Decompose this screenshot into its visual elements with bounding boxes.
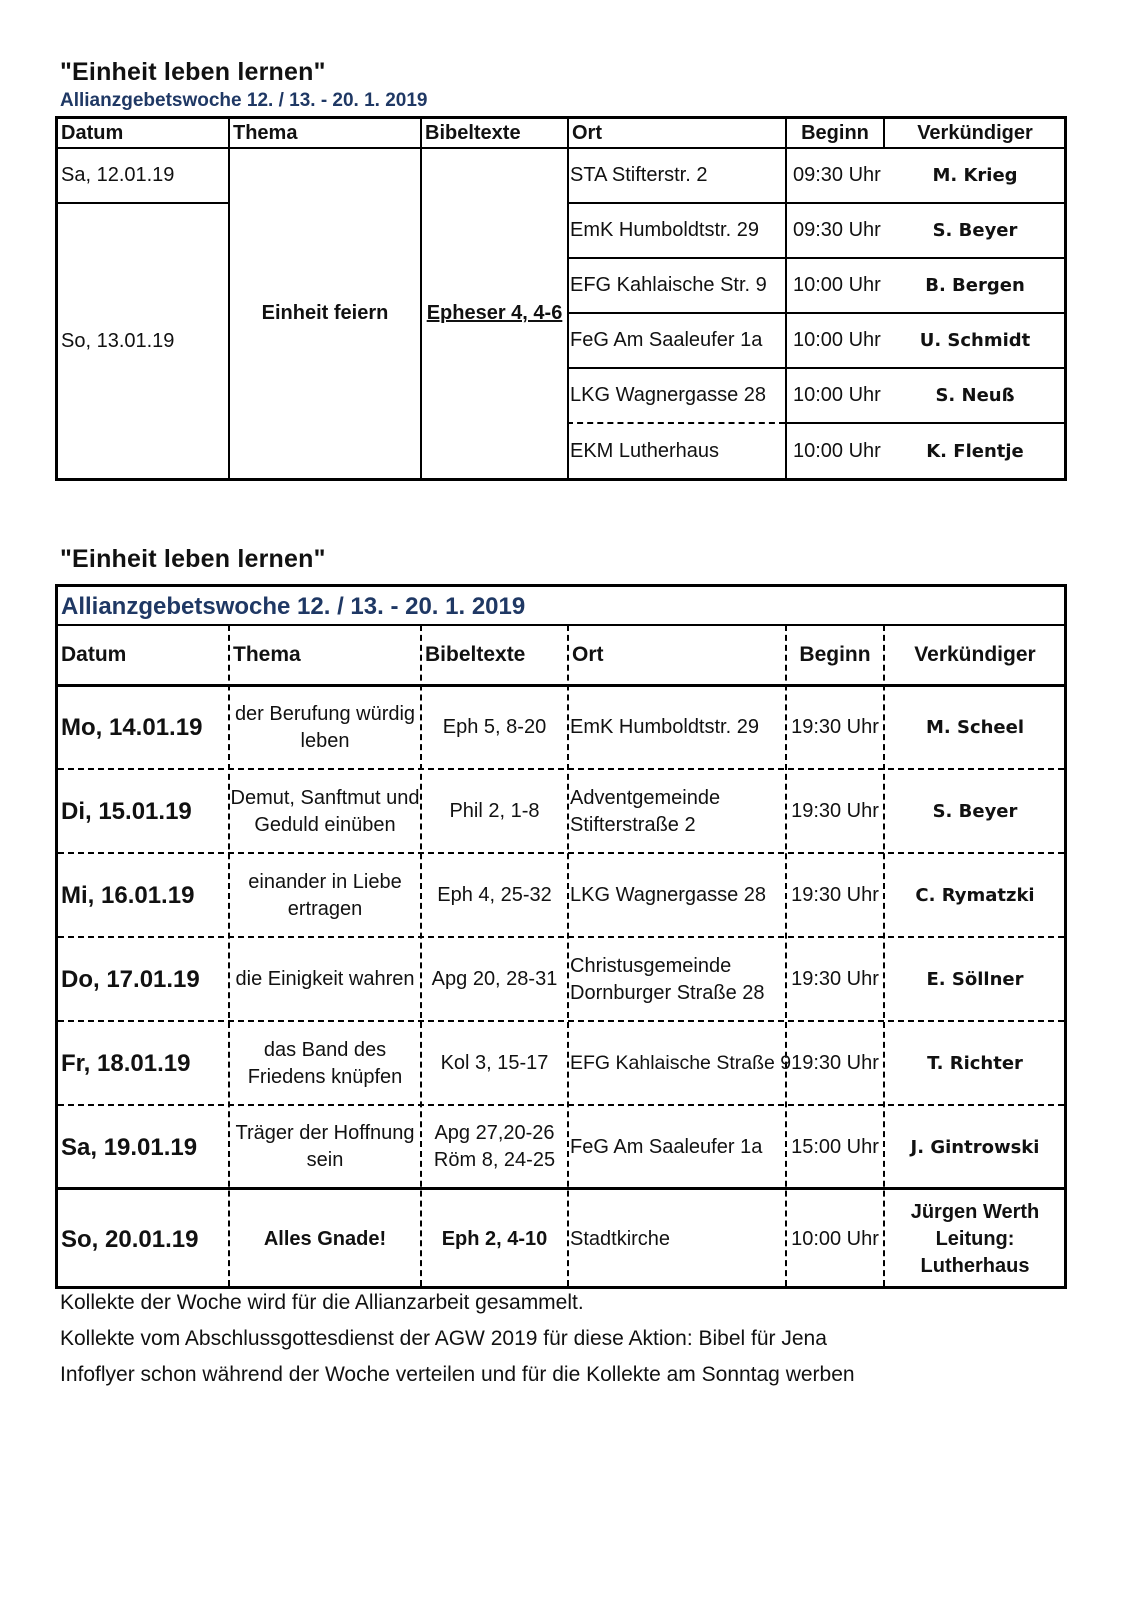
bibel-cell: Apg 27,20-26 Röm 8, 24-25 <box>433 1122 556 1171</box>
header-ort: Ort <box>572 122 602 144</box>
bibel-cell: Kol 3, 15-17 <box>440 1052 549 1074</box>
beginn-cell: 09:30 Uhr <box>793 164 881 186</box>
schedule-table-week <box>55 584 1067 1289</box>
prediger-cell: T. Richter <box>927 1053 1023 1074</box>
day-label: Mi, 16.01.19 <box>61 882 195 909</box>
note-line: Kollekte vom Abschlussgottesdienst der AGW 2019 für diese Aktion: Bibel für Jena <box>60 1327 827 1350</box>
beginn-cell: 10:00 Uhr <box>793 329 881 351</box>
thema-cell: die Einigkeit wahren <box>235 968 415 990</box>
prediger-cell: E. Söllner <box>926 969 1024 990</box>
thema-cell: einander in Liebe ertragen <box>248 870 402 920</box>
thema-cell: Träger der Hoffnung sein <box>235 1122 415 1171</box>
bibeltext-cell: Epheser 4, 4-6 <box>426 302 563 324</box>
thema-cell: Alles Gnade! <box>263 1228 387 1250</box>
doc2-caption: Allianzgebetswoche 12. / 13. - 20. 1. 2019 <box>61 593 526 620</box>
beginn-cell: 15:00 Uhr <box>791 1135 879 1158</box>
beginn-cell: 09:30 Uhr <box>793 219 881 241</box>
ort-cell: STA Stifterstr. 2 <box>570 164 708 186</box>
day-label: Fr, 18.01.19 <box>61 1050 191 1077</box>
day-label: Mo, 14.01.19 <box>61 714 203 741</box>
day-label: Di, 15.01.19 <box>61 798 192 825</box>
ort-cell: EmK Humboldtstr. 29 <box>570 716 759 738</box>
header-verkuendiger: Verkündiger <box>917 122 1033 144</box>
prediger-cell: J. Gintrowski <box>910 1136 1040 1158</box>
schedule-table-weekend <box>55 116 1067 481</box>
beginn-cell: 19:30 Uhr <box>791 1052 879 1074</box>
ort-cell: EmK Humboldtstr. 29 <box>570 219 759 241</box>
ort-cell: LKG Wagnergasse 28 <box>570 384 767 406</box>
day-label: Sa, 19.01.19 <box>61 1133 198 1161</box>
header-thema: Thema <box>233 122 298 144</box>
header-datum: Datum <box>61 122 124 144</box>
ort-cell: Stadtkirche <box>570 1228 671 1250</box>
header-beginn: Beginn <box>799 643 871 666</box>
thema-cell: der Berufung würdig leben <box>234 702 416 752</box>
ort-cell: Adventgemeinde Stifterstraße 2 <box>570 786 721 836</box>
ort-cell: EFG Kahlaische Straße 9 <box>570 1052 792 1074</box>
bibel-cell: Eph 5, 8-20 <box>442 716 547 738</box>
thema-cell: das Band des Friedens knüpfen <box>247 1038 403 1088</box>
header-bibeltexte: Bibeltexte <box>425 643 526 666</box>
prediger-cell: S. Neuß <box>935 385 1015 406</box>
bibel-cell: Eph 2, 4-10 <box>441 1228 548 1250</box>
beginn-cell: 10:00 Uhr <box>791 1228 879 1250</box>
header-ort: Ort <box>572 643 604 666</box>
doc1-subtitle: Allianzgebetswoche 12. / 13. - 20. 1. 2019 <box>60 90 428 111</box>
ort-cell: LKG Wagnergasse 28 <box>570 884 767 906</box>
header-thema: Thema <box>233 643 301 666</box>
prediger-cell: S. Beyer <box>932 801 1018 822</box>
prediger-cell: Jürgen Werth Leitung: Lutherhaus <box>910 1201 1040 1277</box>
beginn-cell: 19:30 Uhr <box>791 968 879 990</box>
header-bibeltexte: Bibeltexte <box>425 122 521 144</box>
doc1-title: "Einheit leben lernen" <box>60 58 326 86</box>
header-beginn: Beginn <box>801 122 869 144</box>
header-datum: Datum <box>61 643 127 666</box>
ort-cell: Christusgemeinde Dornburger Straße 28 <box>570 954 765 1004</box>
beginn-cell: 10:00 Uhr <box>793 274 881 296</box>
bibel-cell: Phil 2, 1-8 <box>449 800 540 822</box>
prediger-cell: M. Krieg <box>932 165 1018 186</box>
note-line: Kollekte der Woche wird für die Allianzarbeit gesammelt. <box>60 1291 584 1314</box>
header-verkuendiger: Verkündiger <box>914 643 1036 666</box>
day-label: So, 20.01.19 <box>61 1226 199 1253</box>
prediger-cell: C. Rymatzki <box>915 885 1035 906</box>
date-cell: Sa, 12.01.19 <box>61 164 175 186</box>
ort-cell: EKM Lutherhaus <box>570 439 719 462</box>
prediger-cell: U. Schmidt <box>919 330 1031 351</box>
note-line: Infoflyer schon während der Woche verteilen und für die Kollekte am Sonntag werben <box>60 1363 855 1386</box>
prediger-cell: S. Beyer <box>932 220 1018 241</box>
prediger-cell: K. Flentje <box>926 440 1024 462</box>
prediger-cell: B. Bergen <box>925 275 1025 296</box>
beginn-cell: 19:30 Uhr <box>791 884 879 906</box>
doc2-title: "Einheit leben lernen" <box>60 545 326 573</box>
beginn-cell: 19:30 Uhr <box>791 800 879 822</box>
ort-cell: EFG Kahlaische Str. 9 <box>570 274 767 296</box>
thema-cell: Demut, Sanftmut und Geduld einüben <box>230 786 420 836</box>
thema-cell: Einheit feiern <box>261 302 389 324</box>
beginn-cell: 19:30 Uhr <box>791 716 879 738</box>
day-label: Do, 17.01.19 <box>61 966 200 993</box>
ort-cell: FeG Am Saaleufer 1a <box>570 1135 763 1158</box>
ort-cell: FeG Am Saaleufer 1a <box>570 329 763 351</box>
prediger-cell: M. Scheel <box>925 717 1025 738</box>
bibel-cell: Apg 20, 28-31 <box>431 968 558 990</box>
bibel-cell: Eph 4, 25-32 <box>437 884 552 906</box>
beginn-cell: 10:00 Uhr <box>793 439 881 462</box>
beginn-cell: 10:00 Uhr <box>793 384 881 406</box>
date-cell: So, 13.01.19 <box>61 329 175 352</box>
